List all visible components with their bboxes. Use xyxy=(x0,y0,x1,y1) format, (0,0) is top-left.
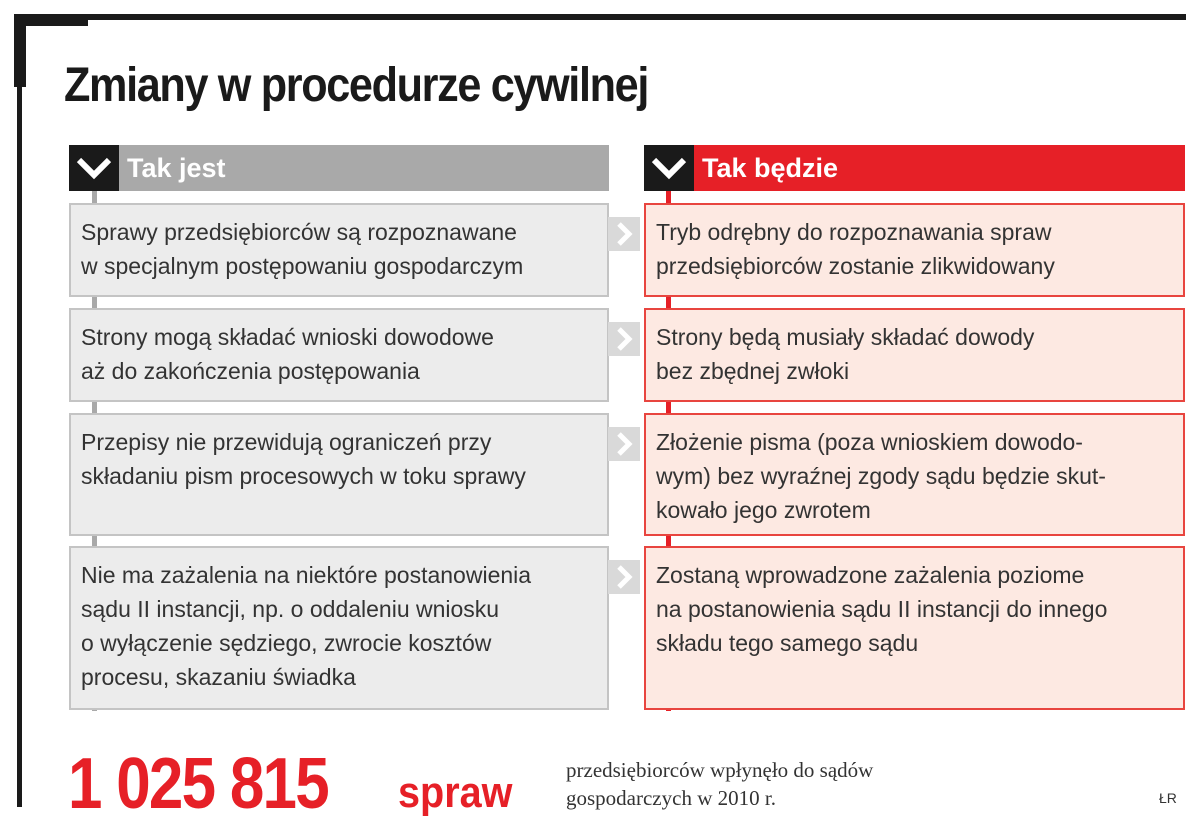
future-state-line: wym) bez wyraźnej zgody sądu będzie skut- xyxy=(656,463,1106,489)
author-initials: ŁR xyxy=(1159,790,1177,806)
current-state-line: Nie ma zażalenia na niektóre postanowienia xyxy=(81,562,532,588)
checkmark-icon xyxy=(644,145,694,191)
future-state-line: kowało jego zwrotem xyxy=(656,497,871,523)
future-state-line: bez zbędnej zwłoki xyxy=(656,358,850,384)
stat-note xyxy=(566,756,986,812)
chevron-right-icon xyxy=(608,427,640,461)
stat-note-line: gospodarczych w 2010 r. xyxy=(566,786,776,810)
current-state-line: Sprawy przedsiębiorców są rozpoznawane xyxy=(81,219,517,245)
stat-note-line: przedsiębiorców wpłynęło do sądów xyxy=(566,758,874,782)
future-state-line: na postanowienia sądu II instancji do innego xyxy=(656,596,1108,622)
column-header-label: Tak będzie xyxy=(702,153,839,183)
future-state-line: Strony będą musiały składać dowody xyxy=(656,324,1035,350)
current-state-box xyxy=(69,203,609,297)
current-state-box xyxy=(69,308,609,402)
current-state-line: o wyłączenie sędziego, zwrocie kosztów xyxy=(81,630,492,656)
chevron-right-icon xyxy=(608,322,640,356)
future-state-box xyxy=(644,203,1185,297)
stat-unit: spraw xyxy=(398,768,513,817)
column-header-label: Tak jest xyxy=(127,153,226,183)
current-state-line: Strony mogą składać wnioski dowodowe xyxy=(81,324,494,350)
future-state-line: Zostaną wprowadzone zażalenia poziome xyxy=(656,562,1085,588)
current-state-box xyxy=(69,413,609,536)
future-state-box xyxy=(644,413,1185,536)
page-title: Zmiany w procedurze cywilnej xyxy=(64,59,648,112)
chevron-right-icon xyxy=(608,560,640,594)
future-state-box xyxy=(644,546,1185,710)
future-state-line: przedsiębiorców zostanie zlikwidowany xyxy=(656,253,1055,279)
future-state-line: Złożenie pisma (poza wnioskiem dowodo- xyxy=(656,429,1083,455)
current-state-line: procesu, skazaniu świadka xyxy=(81,664,356,690)
frame-left-border xyxy=(17,87,22,807)
current-state-box xyxy=(69,546,609,710)
future-state-box xyxy=(644,308,1185,402)
frame-top-border xyxy=(14,14,1186,20)
frame-left-border-thick xyxy=(14,14,26,87)
column-header-future xyxy=(644,145,1185,191)
chevron-right-icon xyxy=(608,217,640,251)
current-state-line: w specjalnym postępowaniu gospodarczym xyxy=(81,253,524,279)
checkmark-icon xyxy=(69,145,119,191)
current-state-line: Przepisy nie przewidują ograniczeń przy xyxy=(81,429,492,455)
current-state-line: sądu II instancji, np. o oddaleniu wniosku xyxy=(81,596,500,622)
column-header-current xyxy=(69,145,609,191)
stat-number: 1 025 815 xyxy=(68,744,328,824)
current-state-line: aż do zakończenia postępowania xyxy=(81,358,420,384)
future-state-line: Tryb odrębny do rozpoznawania spraw xyxy=(656,219,1052,245)
current-state-line: składaniu pism procesowych w toku sprawy xyxy=(81,463,526,489)
future-state-line: składu tego samego sądu xyxy=(656,630,919,656)
